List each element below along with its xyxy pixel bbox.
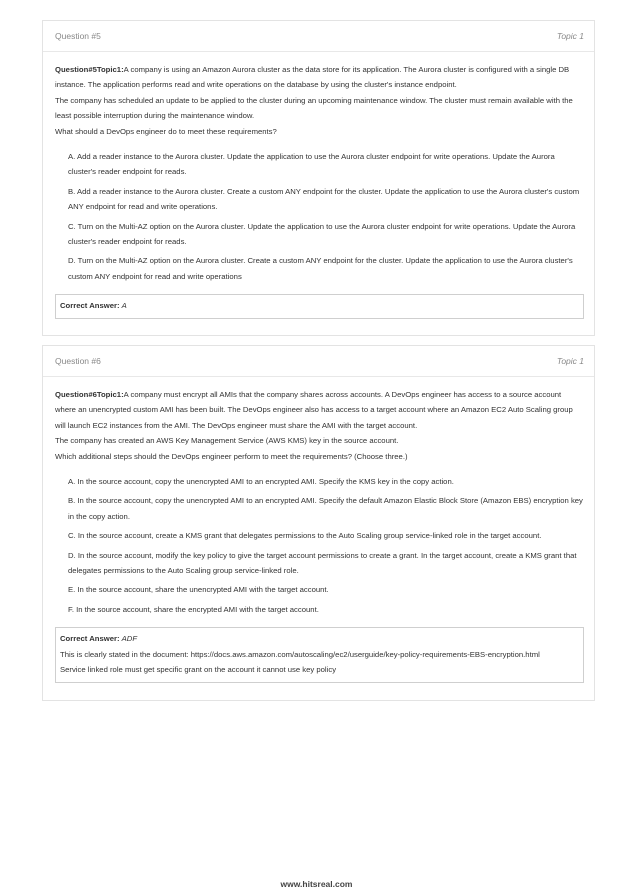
stem-paragraph: The company has created an AWS Key Management Service (AWS KMS) key in the source account. [55, 436, 399, 446]
question-label: Question#6Topic1: [55, 390, 124, 399]
correct-answer-value: ADF [121, 634, 138, 644]
question-number: Question #6 [55, 356, 101, 366]
option-f[interactable]: F. In the source account, share the encrypted AMI with the target account. [68, 604, 319, 614]
correct-answer-value: A [121, 301, 127, 311]
option-b[interactable]: B. In the source account, copy the unencrypted AMI to an encrypted AMI. Specify the default Amazon Elastic Block Store (Amazon EBS) encryption key in the copy action. [68, 496, 583, 521]
option-a[interactable]: A. In the source account, copy the unencrypted AMI to an encrypted AMI. Specify the KMS key in the copy action. [68, 477, 454, 487]
question-number: Question #5 [55, 31, 101, 41]
topic-label: Topic 1 [556, 356, 584, 366]
question-label: Question#5Topic1: [55, 65, 124, 74]
answer-options [68, 474, 584, 617]
correct-answer-label: Correct Answer: [60, 634, 120, 644]
question-body [43, 52, 594, 329]
option-e[interactable]: E. In the source account, share the unencrypted AMI with the target account. [68, 585, 329, 595]
question-card-5 [42, 20, 595, 336]
option-a[interactable]: A. Add a reader instance to the Aurora cluster. Update the application to use the Aurora cluster endpoint for write operations. Update the Aurora cluster's reader endpoint for reads. [68, 152, 555, 177]
question-stem [55, 387, 584, 433]
option-d[interactable]: D. In the source account, modify the key policy to give the target account permissions to create a grant. In the target account, create a KMS grant that delegates permissions to the Auto Scaling group service-linked role. [68, 550, 577, 576]
explanation-text: This is clearly stated in the document: https://docs.aws.amazon.com/autoscaling/ec2/userguide/key-policy-requirements-EBS-encryption.html [60, 649, 540, 659]
question-body [43, 377, 594, 693]
site-footer[interactable]: www.hitsreal.com [280, 879, 353, 889]
question-stem [55, 62, 584, 93]
question-card-6 [42, 345, 595, 701]
correct-answer-box [55, 627, 584, 682]
stem-paragraph: The company has scheduled an update to be applied to the cluster during an upcoming maintenance window. The cluster must remain available with the least possible interruption during the maintenance window. [55, 95, 573, 121]
option-d[interactable]: D. Turn on the Multi-AZ option on the Aurora cluster. Create a custom ANY endpoint for the cluster. Update the application to use the Aurora cluster's custom ANY endpoint for read and write operations [68, 256, 573, 281]
option-b[interactable]: B. Add a reader instance to the Aurora cluster. Create a custom ANY endpoint for the cluster. Update the application to use the Aurora cluster's custom ANY endpoint for read and write operations. [68, 186, 580, 212]
option-c[interactable]: C. In the source account, create a KMS grant that delegates permissions to the Auto Scaling group service-linked role in the target account. [68, 531, 542, 541]
answer-options [68, 149, 584, 284]
explanation-text: Service linked role must get specific grant on the account it cannot use key policy [60, 665, 337, 675]
stem-paragraph: What should a DevOps engineer do to meet these requirements? [55, 126, 277, 136]
option-c[interactable]: C. Turn on the Multi-AZ option on the Aurora cluster. Update the application to use the Aurora cluster endpoint for write operations. Update the Aurora cluster's reader endpoint for reads. [68, 221, 576, 247]
stem-paragraph: Which additional steps should the DevOps engineer perform to meet the requirements? (Choose three.) [55, 451, 408, 461]
topic-label: Topic 1 [556, 31, 584, 41]
stem-paragraph: A company is using an Amazon Aurora cluster as the data store for its application. The Aurora cluster is configured with a single DB instance. The application performs read and write operations on the database by using the cluster's instance endpoint. [55, 65, 570, 90]
correct-answer-label: Correct Answer: [60, 301, 120, 311]
correct-answer-box [55, 294, 584, 318]
stem-paragraph: A company must encrypt all AMIs that the company shares across accounts. A DevOps engineer has access to a source account where an unencrypted custom AMI has been built. The DevOps engineer also has access to a target account where an Amazon EC2 Auto Scaling group will launch EC2 instances from the AMI. The DevOps engineer must share the AMI with the target account. [55, 390, 573, 430]
question-header [43, 21, 594, 52]
question-header [43, 346, 594, 377]
